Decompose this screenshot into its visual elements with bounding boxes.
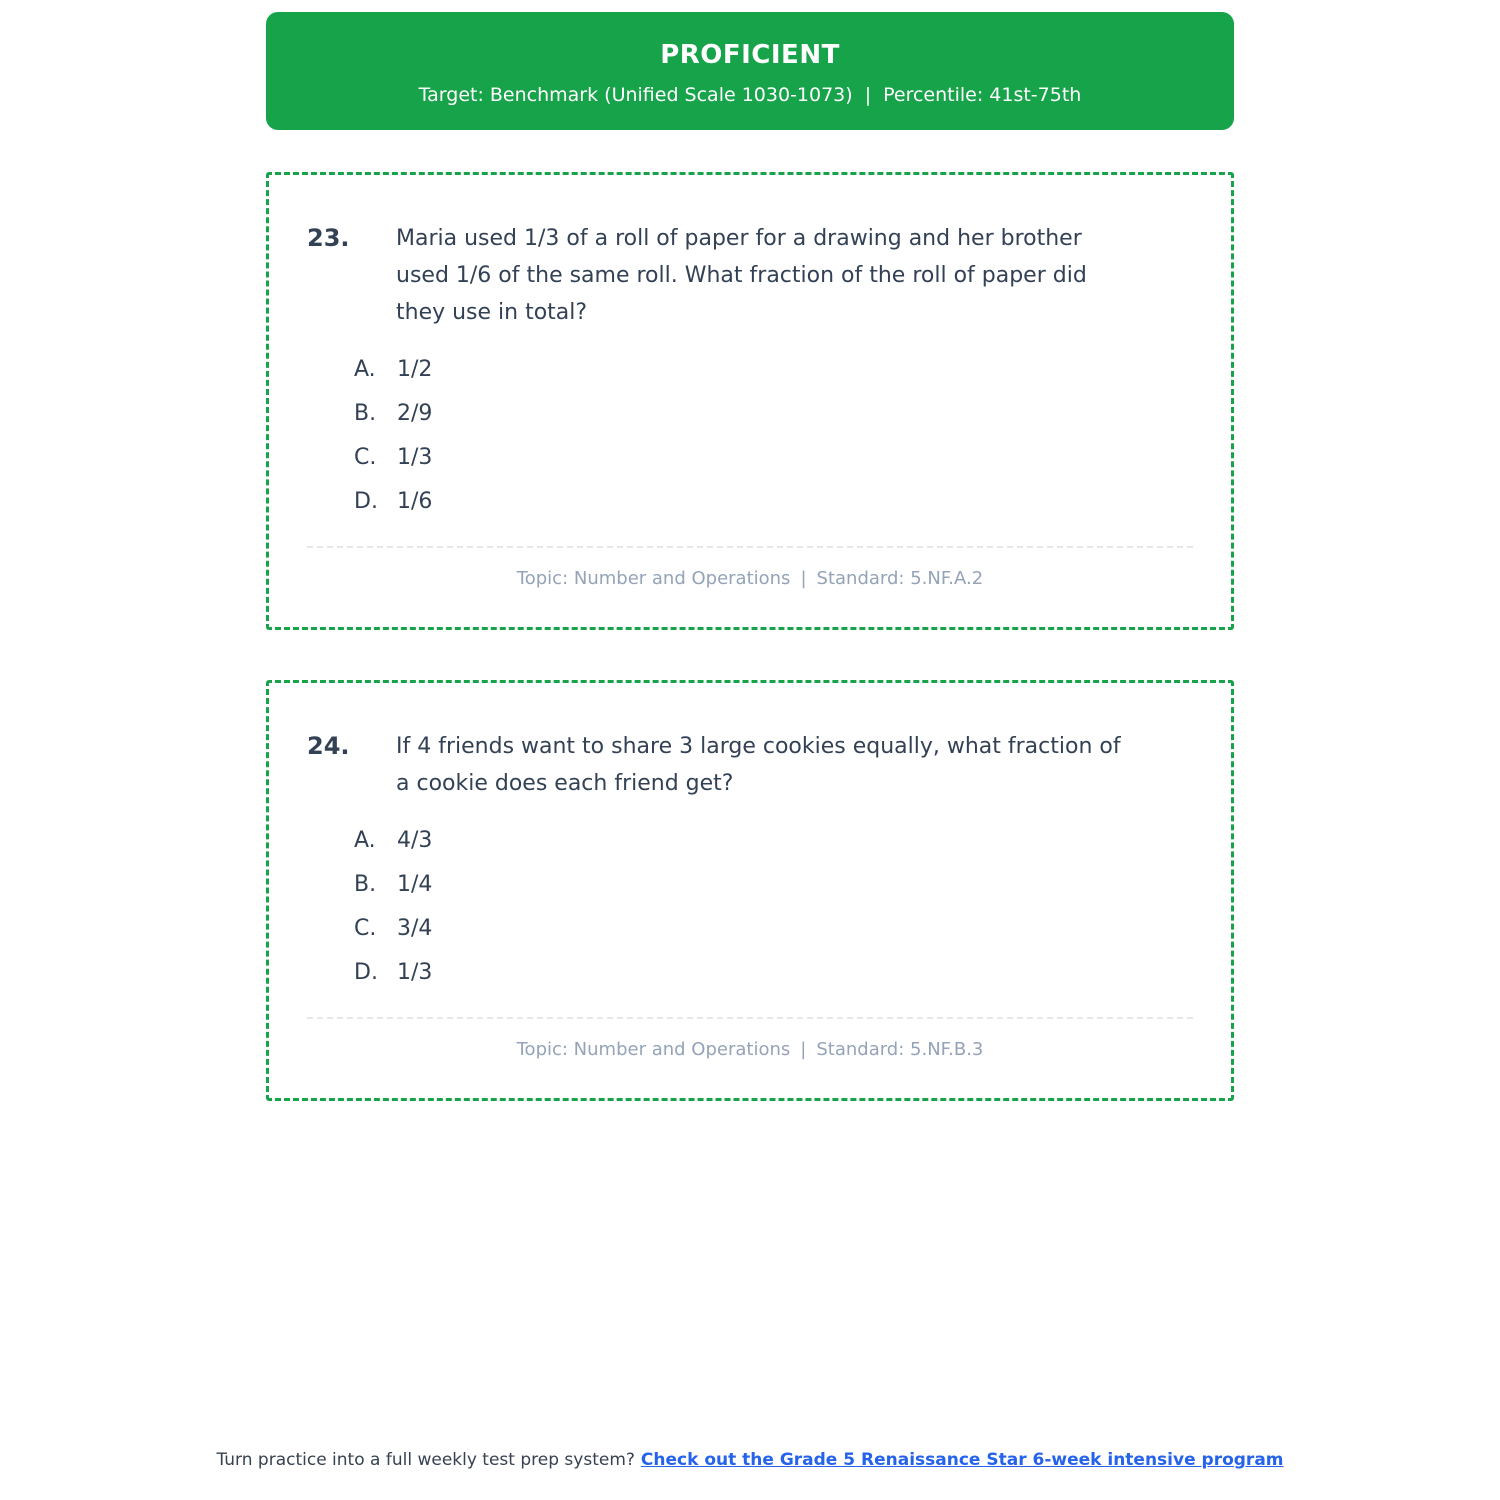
meta-divider-line (307, 1017, 1193, 1019)
standard-label: Standard: 5.NF.A.2 (816, 568, 984, 589)
option-letter: C. (354, 916, 377, 941)
option-value: 1/4 (397, 872, 433, 897)
option-letter: A. (354, 828, 376, 853)
answer-option-a (354, 828, 1193, 853)
option-value: 1/2 (397, 357, 433, 382)
question-card-23 (266, 172, 1234, 630)
option-value: 4/3 (397, 828, 433, 853)
question-text: Maria used 1/3 of a roll of paper for a drawing and her brother used 1/6 of the same roll. What fraction of the roll of paper did they use in total? (396, 226, 1087, 325)
option-value: 1/6 (397, 489, 433, 514)
answer-option-b (354, 401, 1193, 426)
answer-options (354, 828, 1193, 985)
proficiency-banner (266, 12, 1234, 130)
meta-divider-line (307, 546, 1193, 548)
question-text: If 4 friends want to share 3 large cookies equally, what fraction of a cookie does each friend get? (396, 734, 1121, 796)
proficiency-level-title: PROFICIENT (660, 40, 840, 70)
answer-option-c (354, 445, 1193, 470)
proficiency-banner-subtitle (266, 84, 1234, 106)
answer-option-d (354, 960, 1193, 985)
question-row (307, 220, 1193, 331)
option-value: 1/3 (397, 960, 433, 985)
question-meta (307, 568, 1193, 589)
meta-pipe-separator: | (800, 568, 807, 589)
option-letter: A. (354, 357, 376, 382)
topic-label: Topic: Number and Operations (516, 1039, 791, 1060)
topic-label: Topic: Number and Operations (516, 568, 791, 589)
meta-pipe-separator: | (800, 1039, 807, 1060)
answer-option-d (354, 489, 1193, 514)
answer-options (354, 357, 1193, 514)
footer-prompt-text: Turn practice into a full weekly test prep system? (216, 1450, 635, 1470)
option-letter: D. (354, 489, 378, 514)
question-meta (307, 1039, 1193, 1060)
option-value: 2/9 (397, 401, 433, 426)
option-letter: B. (354, 872, 377, 897)
standard-label: Standard: 5.NF.B.3 (816, 1039, 984, 1060)
question-row (307, 728, 1193, 802)
worksheet-page (266, 0, 1234, 1101)
option-value: 3/4 (397, 916, 433, 941)
question-number: 23. (307, 224, 350, 252)
question-number: 24. (307, 732, 350, 760)
option-letter: C. (354, 445, 377, 470)
percentile-label: Percentile: 41st-75th (883, 84, 1082, 106)
target-benchmark-label: Target: Benchmark (Unified Scale 1030-1073) (418, 84, 853, 106)
answer-option-c (354, 916, 1193, 941)
footer-promo (0, 1450, 1500, 1470)
footer-program-link[interactable]: Check out the Grade 5 Renaissance Star 6-week intensive program (640, 1450, 1284, 1470)
option-value: 1/3 (397, 445, 433, 470)
subtitle-pipe-separator: | (864, 84, 872, 106)
option-letter: D. (354, 960, 378, 985)
question-card-24 (266, 680, 1234, 1101)
answer-option-a (354, 357, 1193, 382)
option-letter: B. (354, 401, 377, 426)
answer-option-b (354, 872, 1193, 897)
